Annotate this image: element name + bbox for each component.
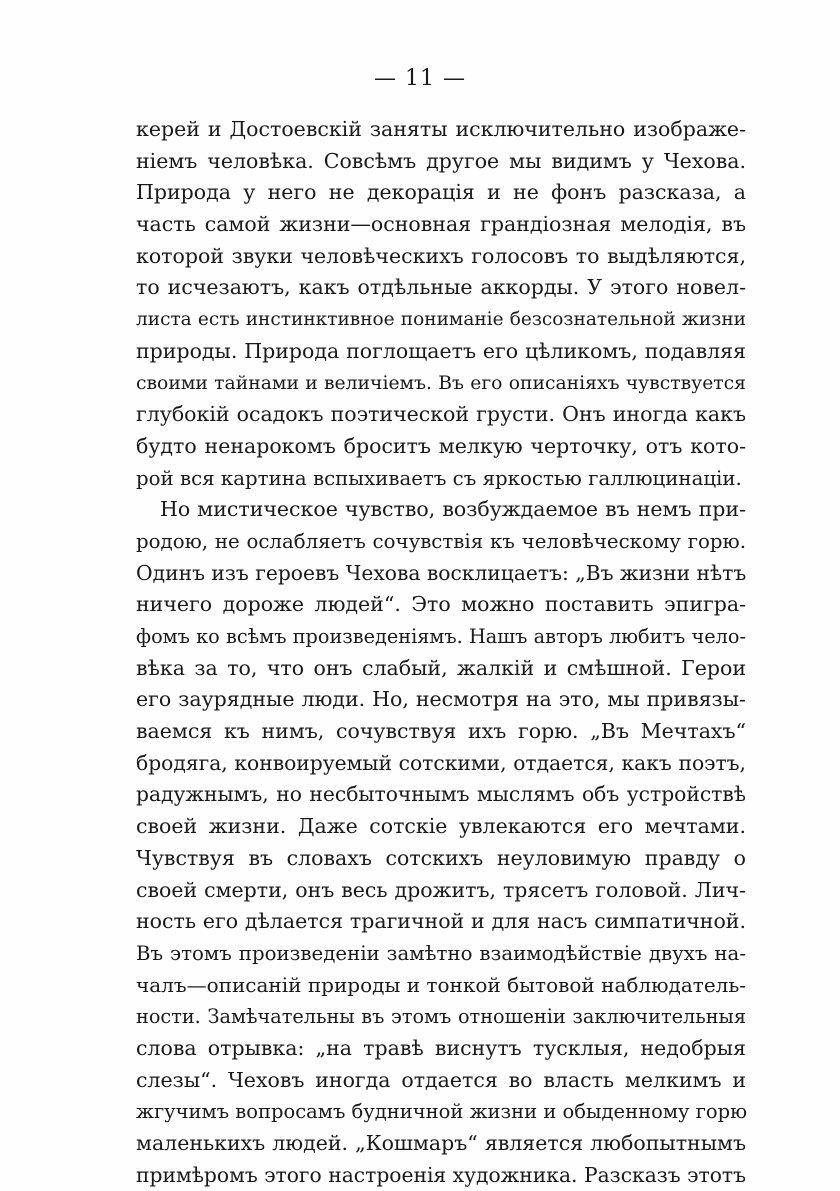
- text-line: природы. Природа поглощаетъ его цѣликомъ, подавляя: [136, 338, 746, 363]
- text-line: примѣромъ этого настроенія художника. Разсказъ этотъ: [136, 1162, 746, 1187]
- text-line: ничего дороже людей“. Это можно поставить эпигра-: [136, 592, 746, 617]
- text-line: вѣка за то, что онъ слабый, жалкій и смѣшной. Герои: [136, 655, 746, 680]
- text-line: его заурядные люди. Но, несмотря на это, мы привязы-: [136, 687, 746, 712]
- text-line: своими тайнами и величіемъ. Въ его описаніяхъ чувствуется: [136, 372, 746, 394]
- text-line: своей жизни. Даже сотскіе увлекаются его мечтами.: [136, 814, 746, 839]
- text-line: ности. Замѣчательны въ этомъ отношеніи заключительныя: [136, 1005, 746, 1029]
- paragraph-first-line: Но мистическое чувство, возбуждаемое въ немъ при-: [160, 497, 746, 522]
- text-line: родою, не ослабляетъ сочувствія къ человѣческому горю.: [136, 529, 746, 553]
- text-line: бродяга, конвоируемый сотскими, отдается, какъ поэтъ,: [136, 750, 746, 775]
- text-line: ваемся къ нимъ, сочувствуя ихъ горю. „Въ Мечтахъ“: [136, 719, 746, 744]
- text-line: маленькихъ людей. „Кошмаръ“ является любопытнымъ: [136, 1131, 746, 1155]
- text-line: часть самой жизни—основная грандіозная мелодія, въ: [136, 212, 746, 237]
- text-line: Одинъ изъ героевъ Чехова восклицаетъ: „Въ жизни нѣтъ: [136, 560, 747, 585]
- text-line: керей и Достоевскій заняты исключительно изображе-: [136, 117, 746, 141]
- text-line: чалъ—описаній природы и тонкой бытовой наблюдатель-: [136, 972, 747, 997]
- text-line: Природа у него не декорація и не фонъ разсказа, а: [136, 180, 746, 205]
- text-line: Чувствуя въ словахъ сотскихъ неуловимую правду о: [136, 845, 746, 870]
- text-line: радужнымъ, но несбыточнымъ мыслямъ объ устройствѣ: [136, 782, 746, 807]
- text-line: то исчезаютъ, какъ отдѣльные аккорды. У этого новел-: [136, 275, 746, 300]
- text-line: ніемъ человѣка. Совсѣмъ другое мы видимъ у Чехова.: [136, 148, 746, 173]
- text-line: слова отрывка: „на травѣ виснутъ тусклыя, недобрыя: [136, 1035, 746, 1060]
- page-number: — 11 —: [374, 66, 466, 91]
- body-text: [136, 114, 746, 1191]
- text-line: фомъ ко всѣмъ произведеніямъ. Нашъ авторъ любитъ чело-: [136, 625, 746, 648]
- text-line: ность его дѣлается трагичной и для насъ симпатичной.: [136, 909, 746, 934]
- text-line: которой звуки человѣческихъ голосовъ то выдѣляются,: [136, 243, 746, 268]
- text-line: жгучимъ вопросамъ будничной жизни и обыденному горю: [136, 1100, 748, 1124]
- text-line: листа есть инстинктивное пониманіе безсознательной жизни: [136, 309, 746, 331]
- text-line: глубокій осадокъ поэтической грусти. Онъ иногда какъ: [136, 402, 746, 427]
- text-line: Въ этомъ произведеніи замѣтно взаимодѣйствіе двухъ на-: [136, 941, 746, 965]
- text-line: будто ненарокомъ броситъ мелкую черточку, отъ кото-: [136, 433, 746, 458]
- text-line: слезы“. Чеховъ иногда отдается во власть мелкимъ и: [136, 1067, 746, 1092]
- text-line: рой вся картина вспыхиваетъ съ яркостью галлюцинаціи.: [136, 466, 742, 490]
- text-line: своей смерти, онъ весь дрожитъ, трясетъ головой. Лич-: [136, 877, 746, 902]
